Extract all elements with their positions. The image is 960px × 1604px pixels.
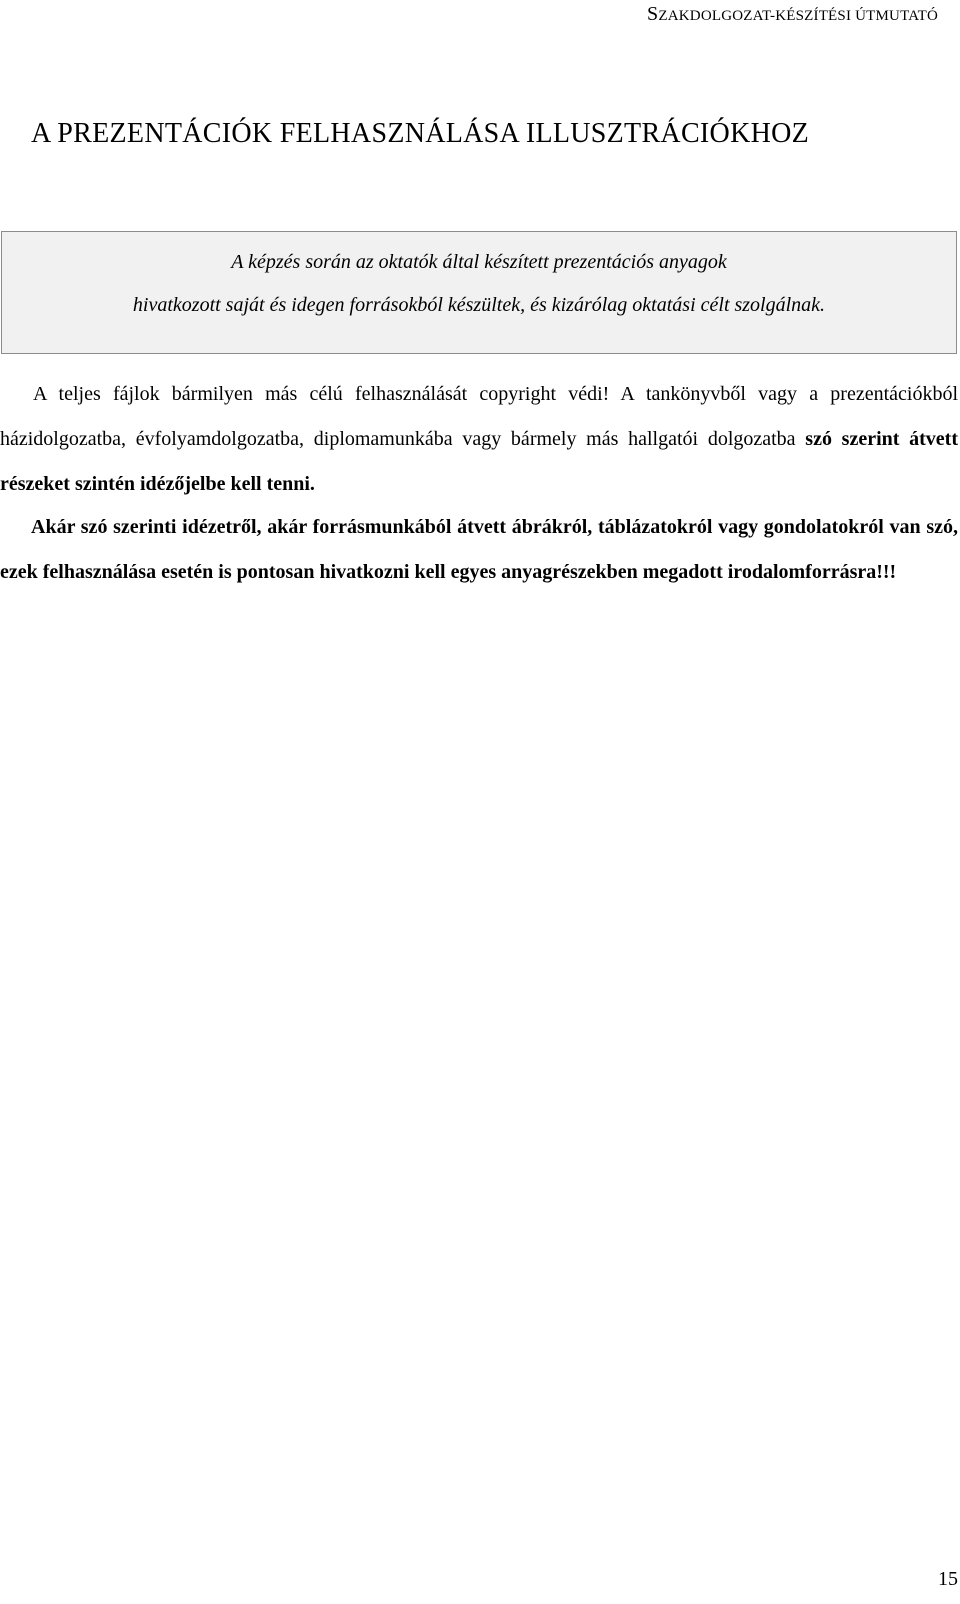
running-header-initial: S [647,3,659,25]
copyright-paragraph-text: A teljes fájlok bármilyen más célú felhasználását copyright védi! A tankönyvből vagy a prezentációkból házidolgozatba, évfolyamdolgozatba, diplomamunkába vagy bármely más hallgatói dolgozatba [0,383,958,450]
page-title: A PREZENTÁCIÓK FELHASZNÁLÁSA ILLUSZTRÁCIÓKHOZ [31,118,810,149]
running-header [647,3,938,26]
notice-line-1: A képzés során az oktatók által készített prezentációs anyagok [231,251,727,273]
copyright-paragraph [0,372,958,507]
notice-line-2: hivatkozott saját és idegen forrásokból készültek, és kizárólag oktatási célt szolgálnak. [132,294,826,316]
copyright-paragraph-emphasis: szó szerint átvett részeket szintén idézőjelbe kell tenni. [0,428,958,495]
page-number: 15 [938,1568,958,1590]
copyright-notice-box [1,231,957,354]
running-header-text: ZAKDOLGOZAT-KÉSZÍTÉSI ÚTMUTATÓ [658,8,938,24]
citation-paragraph: Akár szó szerinti idézetről, akár forrásmunkából átvett ábrákról, táblázatokról vagy gondolatokról van szó, ezek felhasználása esetén is pontosan hivatkozni kell egyes anyagrészekben megadott irodalomforrásra!!! [0,516,958,583]
